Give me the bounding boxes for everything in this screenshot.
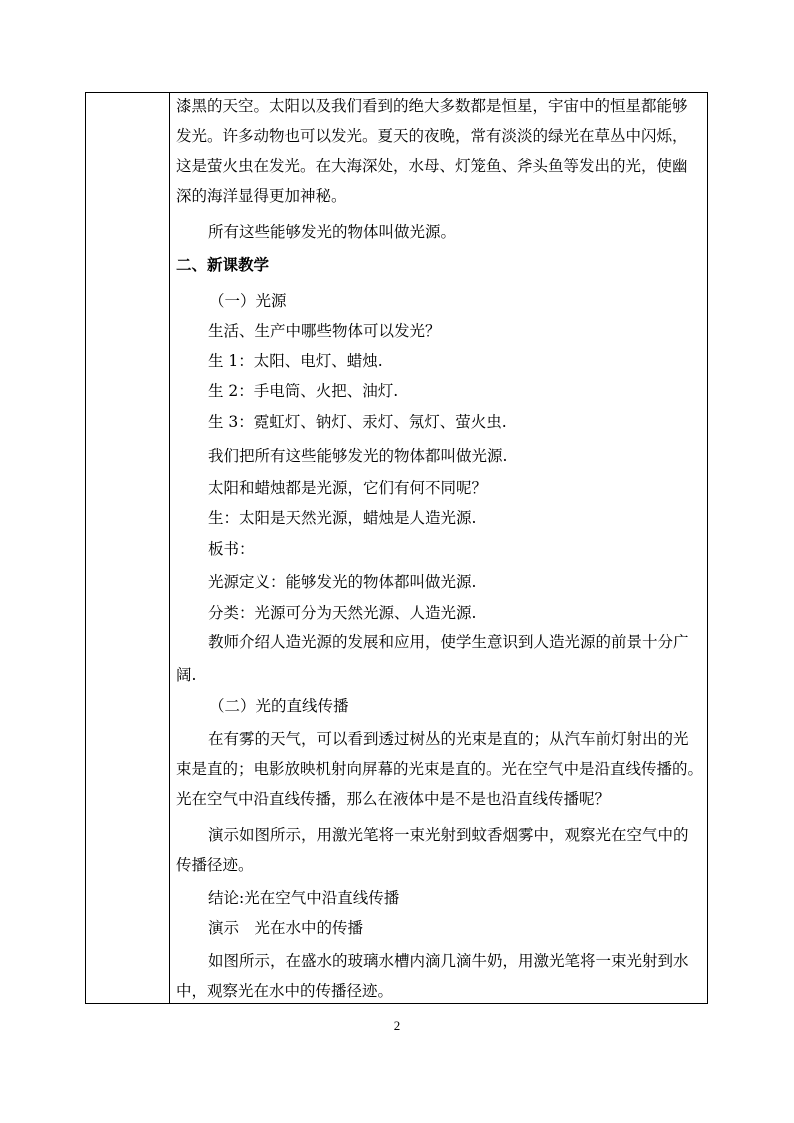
page-number: 2: [393, 1018, 401, 1033]
text-line: 束是直的；电影放映机射向屏幕的光束是直的。光在空气中是沿直线传播的。: [176, 760, 704, 778]
text-line: 在有雾的天气，可以看到透过树丛的光束是直的；从汽车前灯射出的光: [208, 730, 689, 748]
text-line: 这是萤火虫在发光。在大海深处，水母、灯笼鱼、斧头鱼等发出的光，使幽: [176, 157, 688, 175]
text-line: 深的海洋显得更加神秘。: [176, 187, 347, 205]
section-heading: 二、新课教学: [176, 255, 270, 274]
text-line: 结论:光在空气中沿直线传播: [208, 889, 400, 907]
text-line: 演示 光在水中的传播: [208, 919, 364, 937]
text-line: 教师介绍人造光源的发展和应用，使学生意识到人造光源的前景十分广: [208, 633, 689, 651]
subsection-heading: （二）光的直线传播: [209, 697, 349, 715]
text-line: 生 1：太阳、电灯、蜡烛.: [208, 352, 383, 370]
text-line: 板书：: [208, 540, 255, 558]
text-line: 我们把所有这些能够发光的物体都叫做光源.: [208, 447, 508, 465]
text-line: 生活、生产中哪些物体可以发光？: [208, 322, 441, 340]
text-line: 传播径迹。: [176, 856, 254, 874]
text-line: 分类：光源可分为天然光源、人造光源.: [208, 604, 477, 622]
text-line: 生 2：手电筒、火把、油灯.: [208, 382, 399, 400]
text-line: 光源定义：能够发光的物体都叫做光源.: [208, 573, 477, 591]
text-line: 漆黑的天空。太阳以及我们看到的绝大多数都是恒星，宇宙中的恒星都能够: [176, 97, 688, 115]
text-line: 所有这些能够发光的物体叫做光源。: [208, 223, 457, 241]
text-line: 光在空气中沿直线传播，那么在液体中是不是也沿直线传播呢？: [176, 790, 611, 808]
text-line: 阔.: [176, 666, 197, 684]
subsection-heading: （一）光源: [209, 292, 287, 310]
text-line: 演示如图所示，用激光笔将一束光射到蚊香烟雾中，观察光在空气中的: [208, 826, 689, 844]
text-line: 发光。许多动物也可以发光。夏天的夜晚，常有淡淡的绿光在草丛中闪烁，: [176, 127, 688, 145]
text-line: 太阳和蜡烛都是光源，它们有何不同呢？: [208, 479, 488, 497]
text-line: 中，观察光在水中的传播径迹。: [176, 982, 394, 1000]
text-line: 如图所示，在盛水的玻璃水槽内滴几滴牛奶，用激光笔将一束光射到水: [208, 952, 689, 970]
text-line: 生 3：霓虹灯、钠灯、汞灯、氖灯、萤火虫.: [208, 413, 507, 431]
table-column-divider: [169, 92, 170, 1004]
text-line: 生：太阳是天然光源，蜡烛是人造光源.: [208, 509, 477, 527]
